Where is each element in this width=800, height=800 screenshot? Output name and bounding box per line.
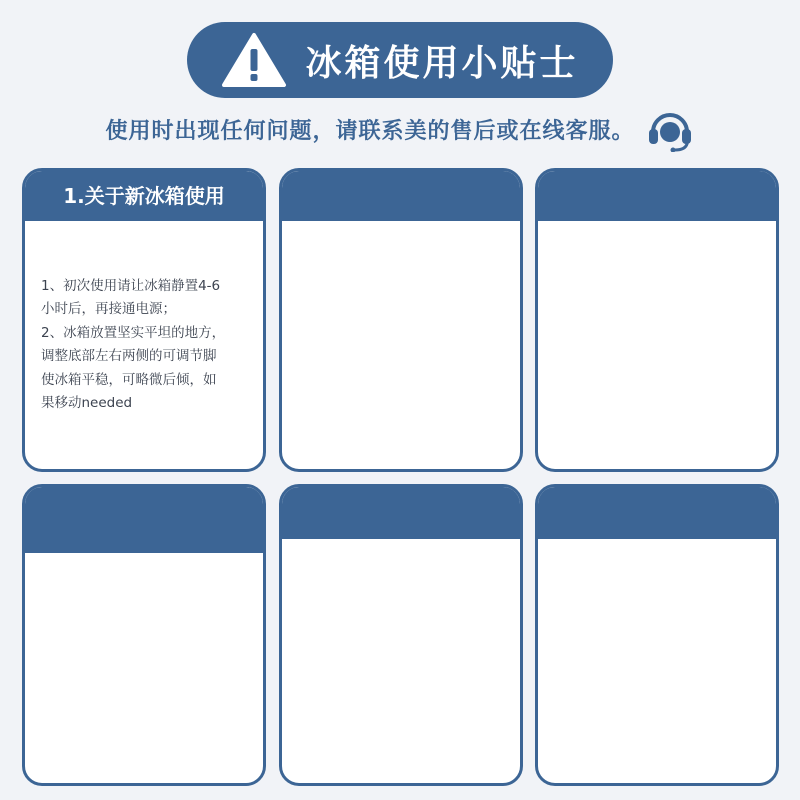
tip-card-3 [535, 168, 779, 472]
headset-support-icon [645, 106, 695, 152]
tip-card-title [538, 487, 776, 539]
tip-card-body [538, 221, 776, 469]
tip-card-title [25, 487, 263, 553]
tip-card-body [282, 539, 520, 783]
tip-card-title [538, 171, 776, 221]
tip-card-6 [535, 484, 779, 786]
tip-card-title [282, 487, 520, 539]
tip-card-body [282, 221, 520, 469]
tip-card-body [538, 539, 776, 783]
tip-card-1 [22, 168, 266, 472]
page-title: 冰箱使用小贴士 [305, 42, 579, 84]
title-banner [187, 22, 613, 98]
support-notice-text: 使用时出现任何问题，请联系美的售后或在线客服。 [105, 118, 635, 144]
tip-card-body [25, 221, 263, 469]
tip-card-5 [279, 484, 523, 786]
tip-card-title: 1.关于新冰箱使用 [25, 171, 263, 221]
tip-card-2 [279, 168, 523, 472]
tip-card-text: 1、初次使用请让冰箱静置4-6 小时后，再接通电源； 2、冰箱放置坚实平坦的地方， 调整底部左右两侧的可调节脚 使冰箱平稳，可略微后倾，如 果移动needed [41, 277, 226, 411]
warning-triangle-icon [221, 32, 287, 88]
tip-card-4 [22, 484, 266, 786]
support-notice [0, 104, 800, 154]
tip-card-title [282, 171, 520, 221]
tip-card-body [25, 553, 263, 783]
